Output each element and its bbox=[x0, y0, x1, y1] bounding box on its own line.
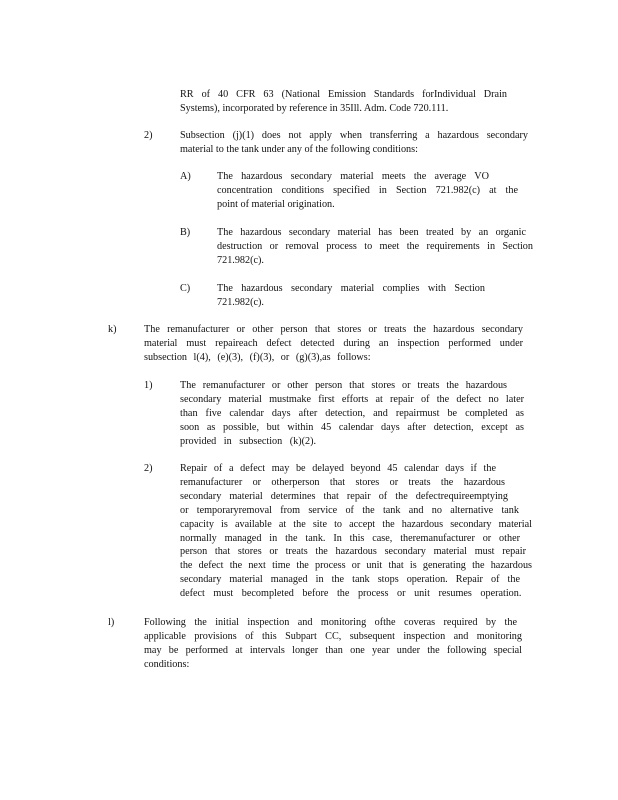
text-line: person that stores or treats the hazardous secondary material must repair bbox=[180, 546, 526, 558]
paragraph-l bbox=[144, 616, 522, 672]
text-line: defect must becompleted before the process or unit resumes operation. bbox=[180, 588, 522, 600]
text-line: material to the tank under any of the following conditions: bbox=[180, 143, 418, 155]
text-line: The hazardous secondary material meets the average VO bbox=[217, 171, 489, 182]
text-line: than five calendar days after detection, and repairmust be completed as bbox=[180, 407, 524, 419]
item-label-C: C) bbox=[180, 283, 191, 294]
text-line: secondary material determines that repair of the defectrequireemptying bbox=[180, 490, 508, 502]
text-line: subsection l(4), (e)(3), (f)(3), or (g)(3),as follows: bbox=[144, 351, 371, 363]
text-line: 721.982(c). bbox=[217, 254, 264, 266]
text-line: Systems), incorporated by reference in 35Ill. Adm. Code 720.111. bbox=[180, 102, 449, 114]
continuation-paragraph bbox=[180, 88, 507, 116]
item-label-A: A) bbox=[180, 171, 191, 182]
text-line: point of material origination. bbox=[217, 198, 335, 210]
text-line: Following the initial inspection and monitoring ofthe coveras required by the bbox=[144, 617, 517, 628]
text-line: concentration conditions specified in Section 721.982(c) at the bbox=[217, 184, 518, 196]
text-line: the defect the next time the process or unit that is generating the hazardous bbox=[180, 560, 532, 572]
text-line: remanufacturer or otherperson that stores or treats the hazardous bbox=[180, 476, 505, 488]
item-label-k2: 2) bbox=[144, 463, 153, 474]
text-line: RR of 40 CFR 63 (National Emission Standards forIndividual Drain bbox=[180, 89, 507, 100]
text-line: Repair of a defect may be delayed beyond 45 calendar days if the bbox=[180, 463, 496, 474]
text-line: destruction or removal process to meet the requirements in Section bbox=[217, 240, 533, 252]
text-line: applicable provisions of this Subpart CC, subsequent inspection and monitoring bbox=[144, 630, 522, 642]
text-line: may be performed at intervals longer than one year under the following special bbox=[144, 644, 522, 656]
item-label-j2: 2) bbox=[144, 130, 153, 141]
text-line: The hazardous secondary material complies with Section bbox=[217, 283, 485, 294]
text-line: secondary material mustmake first efforts at repair of the defect no later bbox=[180, 393, 524, 405]
item-label-l: l) bbox=[108, 617, 115, 628]
paragraph-k1 bbox=[180, 379, 524, 449]
text-line: or temporaryremoval from service of the tank and no alternative tank bbox=[180, 504, 519, 516]
text-line: The remanufacturer or other person that stores or treats the hazardous bbox=[180, 380, 507, 391]
text-line: material must repaireach defect detected during an inspection performed under bbox=[144, 337, 523, 349]
paragraph-A bbox=[217, 170, 518, 212]
item-label-B: B) bbox=[180, 227, 191, 238]
item-label-k: k) bbox=[108, 324, 117, 335]
paragraph-k bbox=[144, 323, 523, 365]
paragraph-B bbox=[217, 226, 533, 268]
text-line: secondary material managed in the tank stops operation. Repair of the bbox=[180, 574, 520, 586]
text-line: soon as possible, but within 45 calendar days after detection, except as bbox=[180, 421, 524, 433]
paragraph-j2 bbox=[180, 129, 528, 157]
item-label-k1: 1) bbox=[144, 380, 153, 391]
text-line: Subsection (j)(1) does not apply when transferring a hazardous secondary bbox=[180, 130, 528, 141]
text-line: conditions: bbox=[144, 658, 190, 670]
paragraph-C bbox=[217, 282, 485, 310]
text-line: capacity is available at the site to accept the hazardous secondary material bbox=[180, 518, 532, 530]
text-line: 721.982(c). bbox=[217, 296, 264, 308]
text-line: normally managed in the tank. In this case, theremanufacturer or other bbox=[180, 532, 520, 544]
text-line: provided in subsection (k)(2). bbox=[180, 435, 317, 447]
text-line: The remanufacturer or other person that stores or treats the hazardous secondary bbox=[144, 324, 523, 335]
paragraph-k2 bbox=[180, 462, 532, 601]
text-line: The hazardous secondary material has been treated by an organic bbox=[217, 227, 526, 238]
